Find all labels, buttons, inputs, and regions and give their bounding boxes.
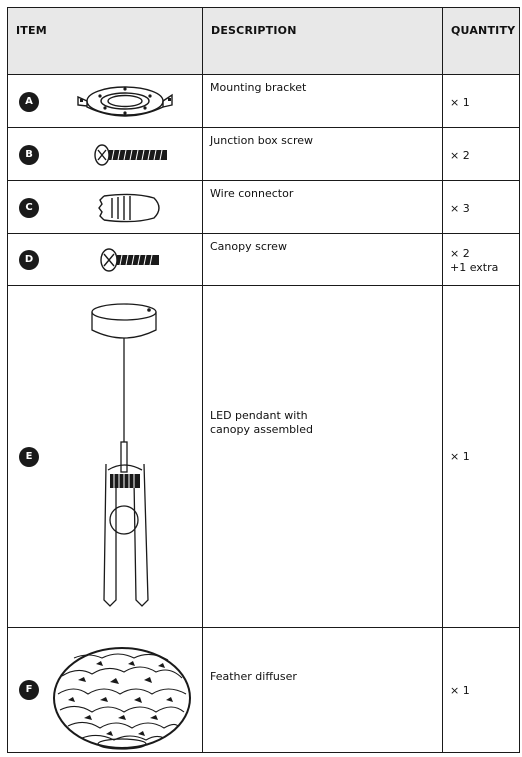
table-row	[8, 628, 520, 753]
item-cell	[8, 628, 203, 753]
description-cell	[203, 181, 443, 234]
item-letter-badge: D	[19, 250, 39, 270]
table-row	[8, 75, 520, 128]
description-text: Junction box screw	[210, 134, 314, 147]
quantity-cell	[443, 181, 520, 234]
canopy-screw-icon	[98, 245, 164, 275]
table-header-row	[8, 8, 520, 75]
item-cell	[8, 181, 203, 234]
quantity-cell	[443, 75, 520, 128]
item-cell	[8, 75, 203, 128]
description-cell	[203, 234, 443, 286]
item-cell	[8, 286, 203, 628]
quantity-cell	[443, 128, 520, 181]
led-pendant-icon	[86, 300, 166, 614]
item-letter-badge: B	[19, 145, 39, 165]
parts-table	[7, 7, 520, 753]
table-row	[8, 181, 520, 234]
description-cell	[203, 286, 443, 628]
description-text: Wire connector	[210, 187, 294, 200]
description-text: Feather diffuser	[210, 670, 297, 683]
feather-diffuser-icon	[48, 636, 196, 752]
quantity-text: × 1	[450, 684, 470, 697]
header-item: ITEM	[8, 8, 203, 75]
mounting-bracket-icon	[72, 81, 178, 123]
junction-box-screw-icon	[92, 142, 172, 168]
quantity-text: × 3	[450, 202, 470, 215]
description-cell	[203, 128, 443, 181]
quantity-text: × 1	[450, 450, 470, 463]
item-cell	[8, 234, 203, 286]
item-letter-badge: C	[19, 198, 39, 218]
quantity-text: × 2	[450, 247, 470, 260]
quantity-text: × 2	[450, 149, 470, 162]
quantity-text: × 1	[450, 96, 470, 109]
item-cell	[8, 128, 203, 181]
description-text: Mounting bracket	[210, 81, 307, 94]
quantity-cell	[443, 234, 520, 286]
item-letter-badge: F	[19, 680, 39, 700]
wire-connector-icon	[94, 188, 166, 228]
quantity-cell	[443, 286, 520, 628]
quantity-cell	[443, 628, 520, 753]
header-quantity: QUANTITY	[443, 8, 520, 75]
item-letter-badge: E	[19, 447, 39, 467]
table-row	[8, 234, 520, 286]
header-description: DESCRIPTION	[203, 8, 443, 75]
description-cell	[203, 75, 443, 128]
table-row	[8, 128, 520, 181]
item-letter-badge: A	[19, 92, 39, 112]
description-cell	[203, 628, 443, 753]
description-text: LED pendant with canopy assembled	[210, 409, 313, 436]
description-text: Canopy screw	[210, 240, 287, 253]
quantity-extra-text: +1 extra	[450, 261, 499, 274]
table-row	[8, 286, 520, 628]
